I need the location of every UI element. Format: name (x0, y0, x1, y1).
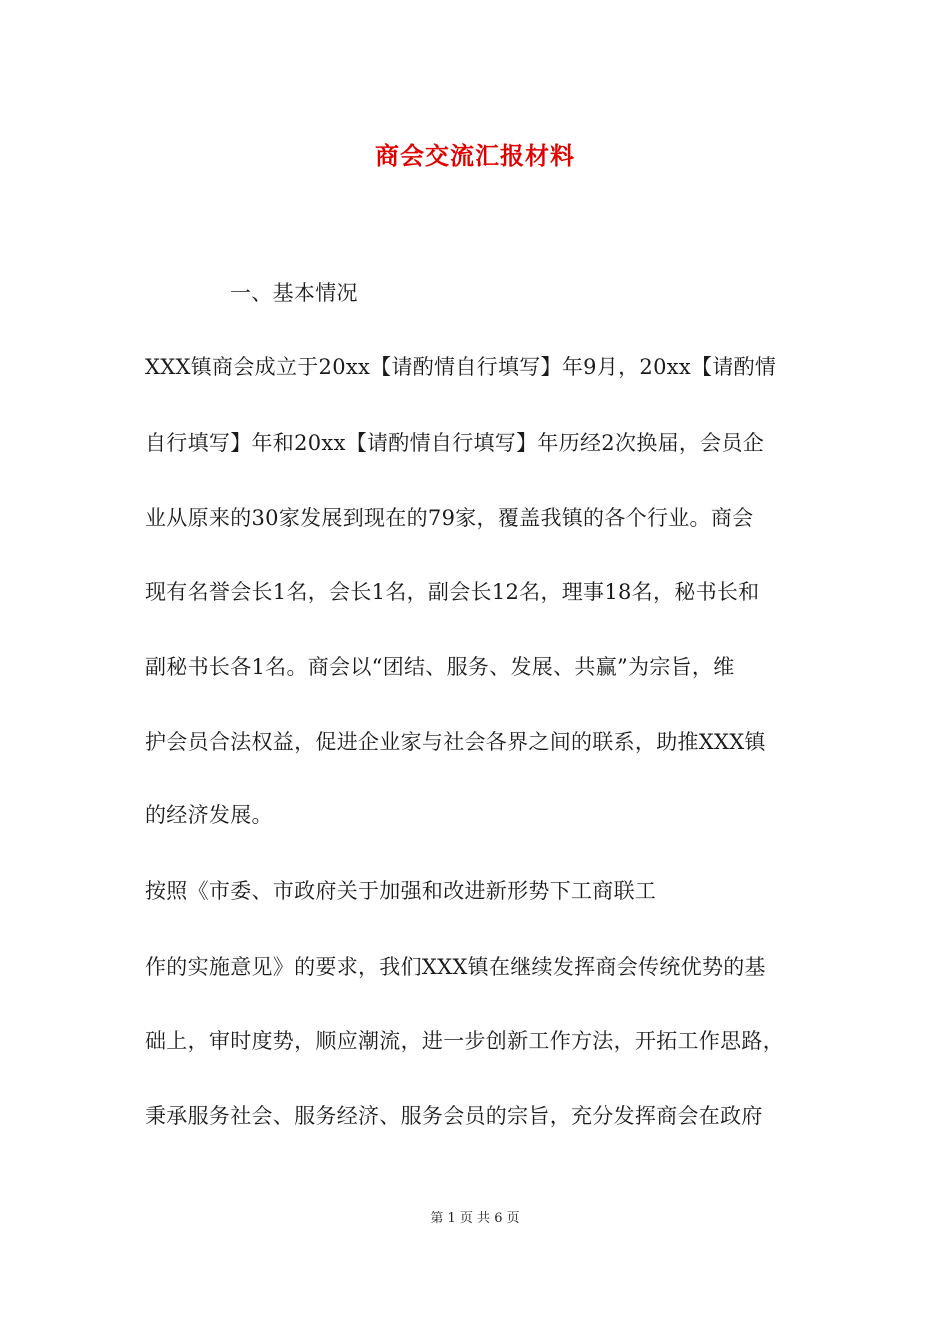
paragraph-line: 秉承服务社会、服务经济、服务会员的宗旨，充分发挥商会在政府 (145, 1104, 763, 1128)
paragraph-line: XXX镇商会成立于20xx【请酌情自行填写】年9月，20xx【请酌情 (145, 355, 777, 379)
paragraph-line: 护会员合法权益，促进企业家与社会各界之间的联系，助推XXX镇 (145, 730, 766, 754)
paragraph-line: 按照《市委、市政府关于加强和改进新形势下工商联工 (145, 879, 657, 903)
paragraph-line: 的经济发展。 (145, 803, 273, 827)
page-number-footer: 第 1 页 共 6 页 (430, 1211, 520, 1226)
document-title: 商会交流汇报材料 (375, 141, 575, 170)
paragraph-line: 作的实施意见》的要求，我们XXX镇在继续发挥商会传统优势的基 (145, 955, 766, 979)
paragraph-line: 础上，审时度势，顺应潮流，进一步创新工作方法，开拓工作思路， (145, 1029, 784, 1053)
paragraph-line: 自行填写】年和20xx【请酌情自行填写】年历经2次换届，会员企 (145, 431, 765, 455)
paragraph-line: 业从原来的30家发展到现在的79家，覆盖我镇的各个行业。商会 (145, 506, 754, 530)
section-heading: 一、基本情况 (230, 281, 358, 305)
paragraph-line: 副秘书长各1名。商会以“团结、服务、发展、共赢”为宗旨，维 (145, 655, 735, 679)
paragraph-line: 现有名誉会长1名，会长1名，副会长12名，理事18名，秘书长和 (145, 580, 760, 604)
